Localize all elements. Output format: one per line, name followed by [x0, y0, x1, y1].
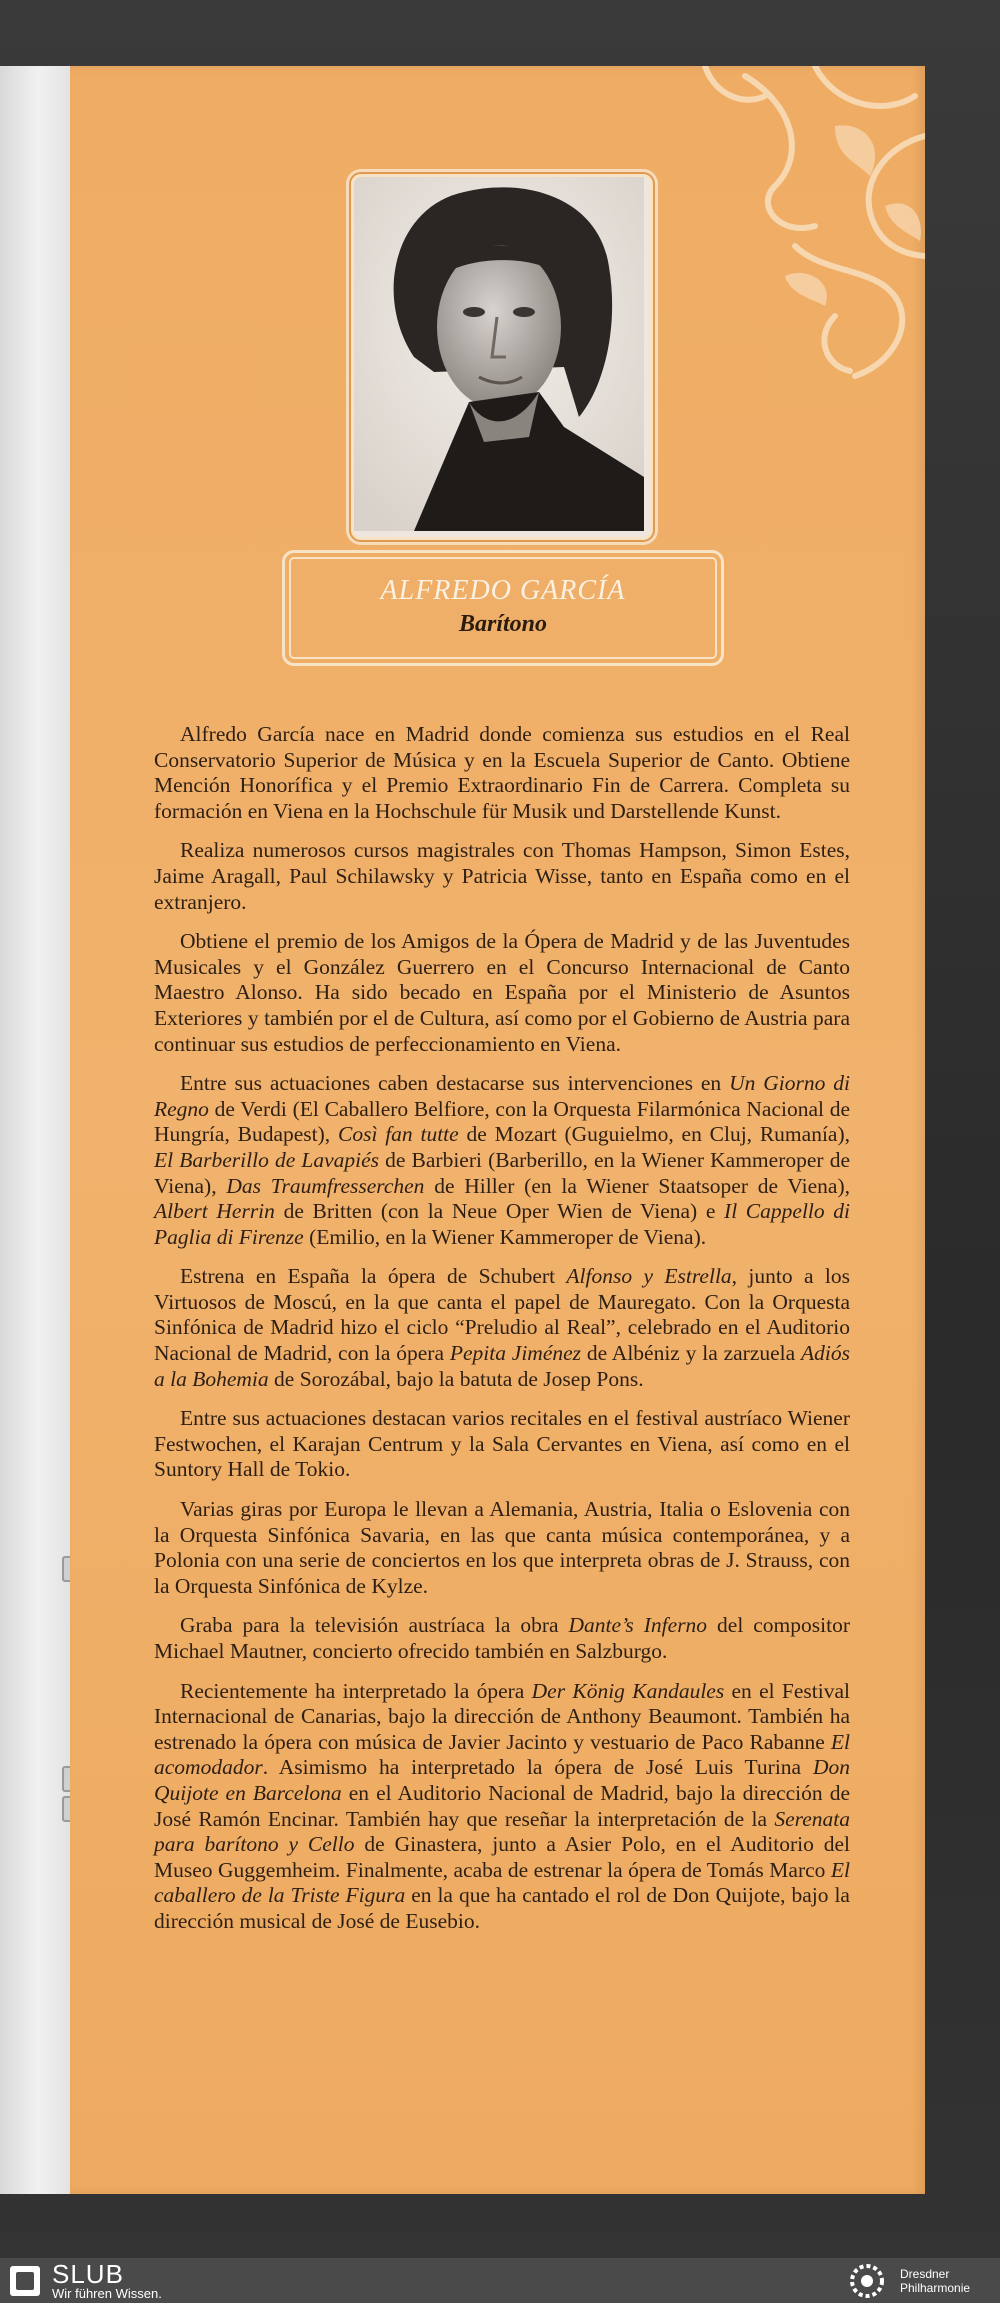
bio-paragraph	[154, 722, 850, 824]
facing-page-edge	[0, 66, 72, 2194]
bio-paragraph	[154, 1406, 850, 1483]
bio-paragraph	[154, 838, 850, 915]
artist-portrait	[351, 174, 653, 540]
bio-paragraph	[154, 929, 850, 1057]
bio-text: de Barbieri (Barberillo, en la Wiener Kammeroper de Viena),	[154, 1147, 850, 1198]
bio-text: . Asimismo ha interpretado la ópera de José Luis Turina	[262, 1755, 813, 1780]
bio-text: Recientemente ha interpretado la ópera	[180, 1678, 532, 1703]
bio-text: Graba para la televisión austríaca la obra	[180, 1613, 569, 1638]
bio-paragraph	[154, 1613, 850, 1664]
partner-name	[900, 2267, 970, 2295]
work-title: Dante’s Inferno	[568, 1613, 708, 1638]
biography-text	[154, 722, 850, 1949]
artist-name-plate	[282, 550, 724, 666]
philharmonie-logo-icon	[842, 2262, 892, 2300]
bio-paragraph	[154, 1679, 850, 1935]
work-title: Così fan tutte	[337, 1122, 459, 1147]
partner-name-line1: Dresdner	[900, 2267, 950, 2281]
work-title: Alfonso y Estrella	[566, 1264, 732, 1289]
work-title: El acomodador	[154, 1729, 850, 1780]
bio-text: Entre sus actuaciones destacan varios recitales en el festival austríaco Wiener Festwochen, el Karajan Centrum y la Sala Cervantes en Viena, así como en el Suntory Hall de Tokio.	[154, 1406, 850, 1482]
artist-name: ALFREDO GARCÍA	[380, 575, 626, 606]
floral-ornament	[685, 66, 925, 396]
work-title: El Barberillo de Lavapiés	[154, 1147, 379, 1172]
bio-text: Estrena en España la ópera de Schubert	[180, 1264, 567, 1289]
bio-text: (Emilio, en la Wiener Kammeroper de Viena).	[303, 1224, 707, 1249]
work-title: Adiós a la Bohemia	[154, 1341, 850, 1391]
work-title: Pepita Jiménez	[449, 1341, 582, 1366]
slub-logo-icon	[10, 2266, 40, 2296]
bio-text: de Ginastera, junto a Asier Polo, en el Auditorio del Museo Guggemheim. Finalmente, acaba de estrenar la ópera de Tomás Marco	[154, 1832, 850, 1882]
bio-paragraph	[154, 1264, 850, 1392]
work-title: Il Cappello di Paglia di Firenze	[154, 1199, 851, 1249]
digitization-footer	[0, 2258, 1000, 2303]
bio-text: Varias giras por Europa le llevan a Alemania, Austria, Italia o Eslovenia con la Orquesta Sinfónica Savaria, en las que canta música contemporánea, y a Polonia con una serie de conciertos en los que interpreta obras de J. Strauss, con la Orquesta Sinfónica de Kylze.	[154, 1497, 850, 1598]
work-title: Der König Kandaules	[531, 1678, 725, 1703]
bio-text: Realiza numerosos cursos magistrales con Thomas Hampson, Simon Estes, Jaime Aragall, Paul Schilawsky y Patricia Wisse, tanto en España como en el extranjero.	[154, 838, 850, 914]
bio-text: de Verdi (El Caballero Belfiore, con la Orquesta Filarmónica Nacional de Hungría, Budapest),	[154, 1096, 850, 1147]
bio-text: de Hiller (en la Wiener Staatsoper de Viena),	[424, 1173, 850, 1198]
brochure-page	[70, 66, 925, 2194]
bio-paragraph	[154, 1497, 850, 1599]
bio-text: de Sorozábal, bajo la batuta de Josep Pons.	[268, 1366, 644, 1391]
bio-text: del compositor Michael Mautner, concierto ofrecido también en Salzburgo.	[154, 1613, 850, 1663]
bio-text: Alfredo García nace en Madrid donde comienza sus estudios en el Real Conservatorio Superior de Música y en la Escuela Superior de Canto. Obtiene Mención Honorífica y el Premio Extraordinario Fin de Carrera. Completa su formación en Viena en la Hochschule für Musik und Darstellende Kunst.	[154, 722, 850, 823]
work-title: Don Quijote en Barcelona	[154, 1755, 850, 1805]
work-title: Un Giorno di Regno	[154, 1071, 850, 1121]
library-name: SLUB	[52, 2259, 124, 2289]
bio-text: de Britten (con la Neue Oper Wien de Viena) e	[274, 1199, 725, 1224]
bio-text: Obtiene el premio de los Amigos de la Ópera de Madrid y de las Juventudes Musicales y el González Guerrero en el Concurso Internacional de Canto Maestro Alonso. Ha sido becado en España por el Ministerio de Asuntos Exteriores y también por el de Cultura, así como por el Gobierno de Austria para continuar sus estudios de perfeccionamiento en Viena.	[154, 929, 850, 1056]
artist-role: Barítono	[458, 611, 548, 637]
work-title: Serenata para barítono y Cello	[154, 1806, 850, 1857]
library-tagline: Wir führen Wissen.	[52, 2286, 162, 2301]
bio-text: en el Festival Internacional de Canarias, bajo la dirección de Anthony Beaumont. También ha estrenado la ópera con música de Javier Jacinto y vestuario de Paco Rabanne	[154, 1678, 850, 1754]
work-title: El caballero de la Triste Figura	[154, 1857, 850, 1908]
bio-text: Entre sus actuaciones caben destacarse sus intervenciones en	[180, 1071, 730, 1096]
work-title: Das Traumfresserchen	[226, 1173, 425, 1198]
bio-text: en la que ha cantado el rol de Don Quijote, bajo la dirección musical de José de Eusebio.	[154, 1883, 850, 1933]
bio-text: en el Auditorio Nacional de Madrid, bajo la dirección de José Ramón Encinar. También hay que reseñar la interpretación de la	[154, 1780, 850, 1831]
partner-name-line2: Philharmonie	[900, 2281, 971, 2295]
bio-paragraph	[154, 1071, 850, 1250]
work-title: Albert Herrin	[154, 1199, 275, 1224]
bio-text: de Mozart (Guguielmo, en Cluj, Rumanía),	[458, 1122, 850, 1147]
bio-text: , junto a los Virtuosos de Moscú, en la que canta el papel de Mauregato. Con la Orquesta Sinfónica de Madrid hizo el ciclo “Preludio al Real”, celebrado en el Auditorio Nacional de Madrid, con la ópera	[154, 1264, 850, 1366]
bio-text: de Albéniz y la zarzuela	[581, 1341, 802, 1366]
